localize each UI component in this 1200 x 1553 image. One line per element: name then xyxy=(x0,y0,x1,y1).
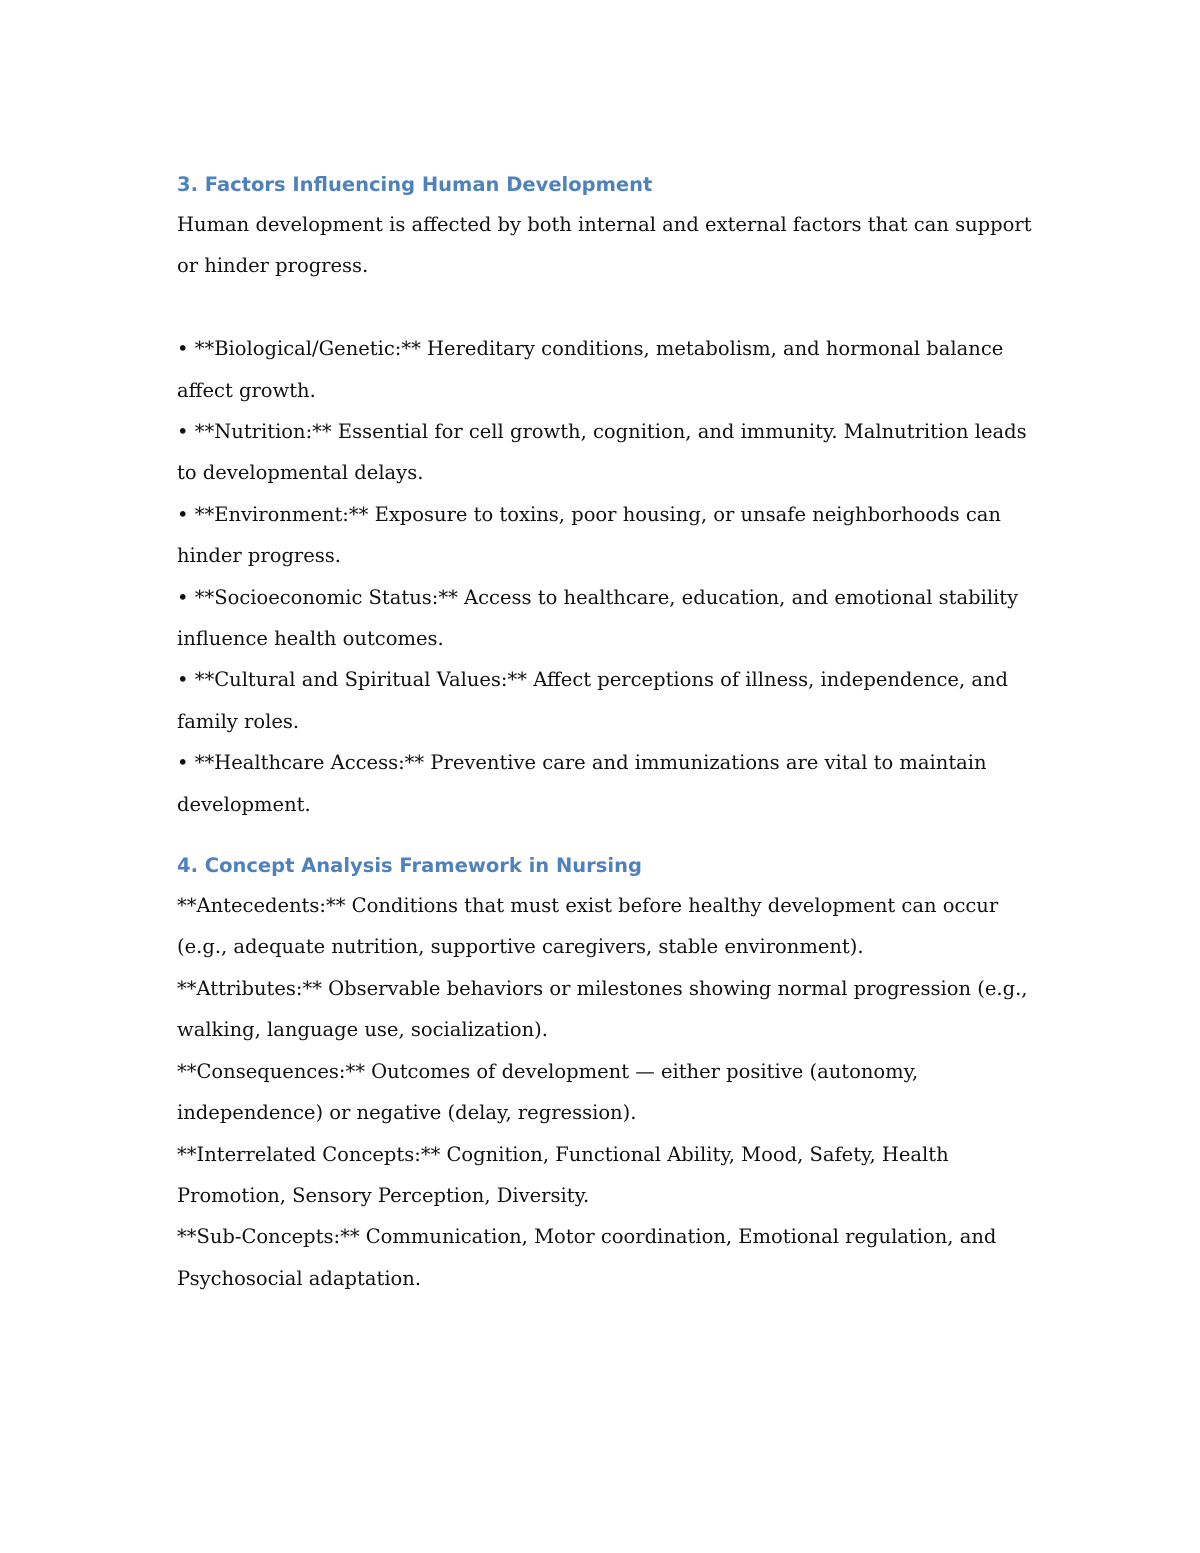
bullet-icon: • xyxy=(177,751,189,775)
section-3-intro: Human development is affected by both internal and external factors that can support or hinder progress. xyxy=(177,213,1032,278)
bullet-item-cultural xyxy=(177,659,1037,742)
section-spacer xyxy=(177,825,1037,847)
bullet-item-environment xyxy=(177,494,1037,577)
section-3-heading: 3. Factors Influencing Human Development xyxy=(177,173,653,196)
bullet-text: **Environment:** Exposure to toxins, poor housing, or unsafe neighborhoods can hinder progress. xyxy=(177,502,1001,568)
concept-consequences: **Consequences:** Outcomes of development — either positive (autonomy, independence) or negative (delay, regression). xyxy=(177,1059,919,1125)
bullet-icon: • xyxy=(177,502,189,526)
bullet-text: **Healthcare Access:** Preventive care and immunizations are vital to maintain development. xyxy=(177,751,987,816)
bullet-icon: • xyxy=(177,668,189,692)
section-4-heading: 4. Concept Analysis Framework in Nursing xyxy=(177,854,642,878)
bullet-icon: • xyxy=(177,585,189,609)
bullet-icon: • xyxy=(177,337,189,361)
concept-attributes: **Attributes:** Observable behaviors or milestones showing normal progression (e.g., walking, language use, socialization). xyxy=(177,976,1028,1042)
document-content xyxy=(177,166,1037,1299)
bullet-item-nutrition xyxy=(177,411,1037,494)
bullet-item-socioeconomic xyxy=(177,577,1037,660)
bullet-text: **Cultural and Spiritual Values:** Affect perceptions of illness, independence, and family roles. xyxy=(177,668,1009,733)
bullet-text: **Nutrition:** Essential for cell growth, cognition, and immunity. Malnutrition leads to developmental delays. xyxy=(177,420,1027,485)
bullet-item-biological xyxy=(177,328,1037,411)
bullet-icon: • xyxy=(177,420,189,444)
concept-antecedents: **Antecedents:** Conditions that must exist before healthy development can occur (e.g., adequate nutrition, supportive caregivers, stable environment). xyxy=(177,894,999,959)
bullet-text: **Socioeconomic Status:** Access to healthcare, education, and emotional stability influence health outcomes. xyxy=(177,585,1019,651)
paragraph-spacer xyxy=(177,287,1037,328)
bullet-item-healthcare xyxy=(177,742,1037,825)
concept-interrelated: **Interrelated Concepts:** Cognition, Functional Ability, Mood, Safety, Health Promotion, Sensory Perception, Diversity. xyxy=(177,1142,949,1207)
bullet-text: **Biological/Genetic:** Hereditary conditions, metabolism, and hormonal balance affect growth. xyxy=(177,337,1004,402)
concept-sub-concepts: **Sub-Concepts:** Communication, Motor coordination, Emotional regulation, and Psychosocial adaptation. xyxy=(177,1225,997,1290)
